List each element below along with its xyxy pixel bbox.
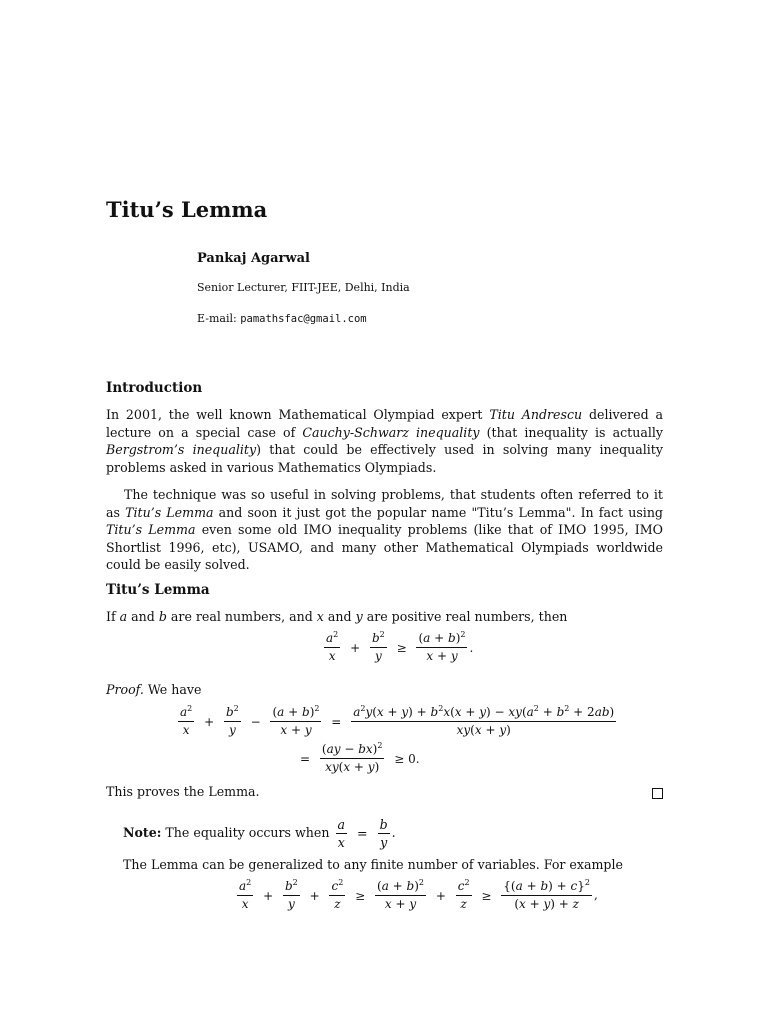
email-address[interactable]: pamathsfac@gmail.com	[240, 313, 367, 325]
lemma-statement: If a and b are real numbers, and x and y are positive real numbers, then	[106, 609, 568, 624]
intro-paragraph-2: The technique was so useful in solving problems, that students often referred to it as Titu’s Lemma and soon it just got the popular name "Titu’s Lemma". In fact using Titu’s Lemma even some old IMO inequality problems (like that of IMO 1995, IMO Shortlist 1996, etc), USAMO, and many other Mathematical Olympiads worldwide could be easily solved.	[106, 487, 663, 573]
author-name: Pankaj Agarwal	[197, 251, 310, 266]
lemma-inequality: $\frac{a^2}{x}$ + $\frac{b^2}{y}$ ≥ $\frac{(a + b)^2}{x + y}$ .	[326, 630, 474, 663]
qed-symbol	[652, 788, 663, 799]
proof-intro: Proof. We have	[106, 682, 202, 697]
paper-title: Titu’s Lemma	[106, 197, 268, 222]
email-label: E-mail:	[197, 312, 237, 325]
section-heading-lemma: Titu’s Lemma	[106, 582, 210, 598]
generalization-text: The Lemma can be generalized to any finite number of variables. For example	[123, 857, 623, 872]
generalized-inequality: $\frac{a^2}{x}$ + $\frac{b^2}{y}$ + $\frac{c^2}{z}$ ≥ $\frac{(a + b)^2}{x + y}$ + $\frac{c^2}{z}$ ≥ $\frac{\{(a + b) + c\}^2}{(x + y) + z}$ ,	[239, 878, 598, 911]
proof-equation-2: = $\frac{(ay - bx)^2}{xy(x + y)}$ ≥ 0.	[300, 741, 420, 774]
author-email	[197, 312, 367, 325]
equality-note: Note: The equality occurs when $\frac{a}{x}$ = $\frac{b}{y}$ .	[123, 817, 396, 850]
author-affiliation: Senior Lecturer, FIIT-JEE, Delhi, India	[197, 281, 410, 294]
intro-paragraph-1: In 2001, the well known Mathematical Olympiad expert Titu Andrescu delivered a lecture on a special case of Cauchy-Schwarz inequality (that inequality is actually Bergstrom’s inequality) that could be effectively used in solving many inequality problems asked in various Mathematics Olympiads.	[106, 407, 663, 475]
proof-conclusion: This proves the Lemma.	[106, 784, 260, 799]
proof-equation-1: $\frac{a^2}{x}$ + $\frac{b^2}{y}$ − $\frac{(a + b)^2}{x + y}$ = $\frac{a^2y(x + y) + b^2x(x + y) - xy(a^2 + b^2 + 2ab)}{xy(x + y)}$	[180, 704, 615, 737]
section-heading-introduction: Introduction	[106, 380, 203, 396]
